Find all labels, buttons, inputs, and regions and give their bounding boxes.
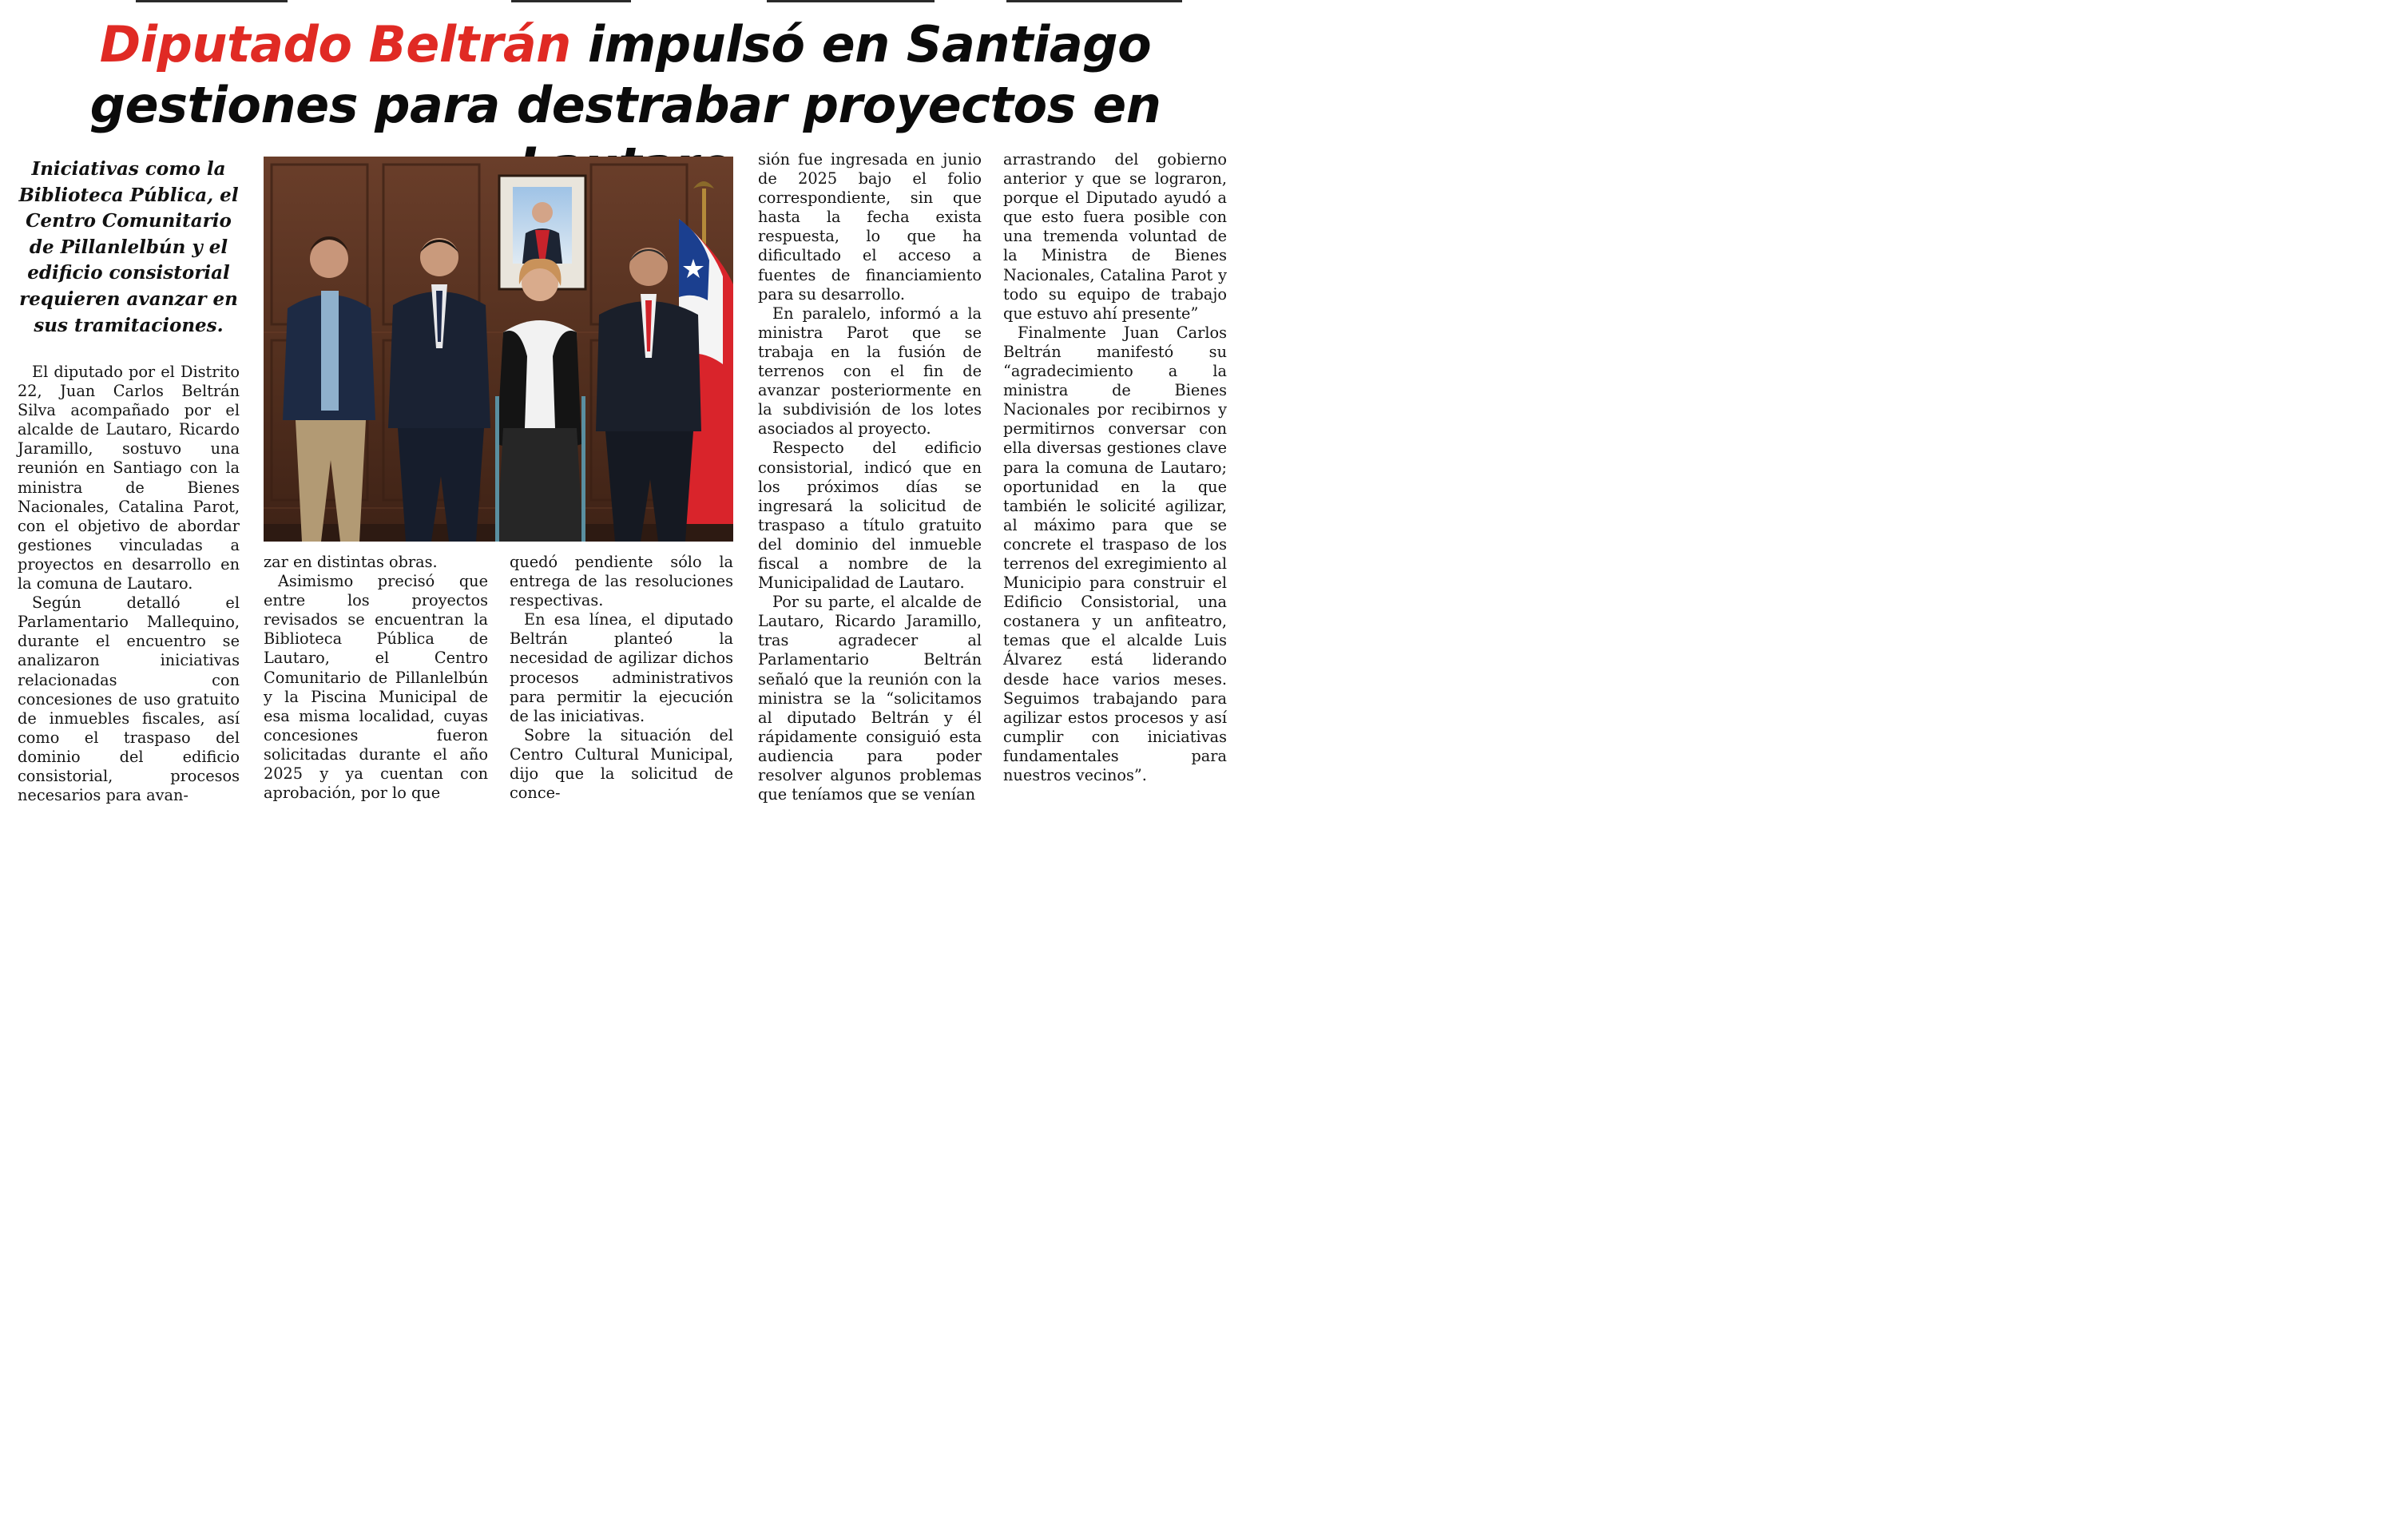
column-2	[264, 553, 488, 803]
group-photo	[264, 157, 733, 542]
paragraph: Respecto del edificio consistorial, indicó que en los próximos días se ingresará la solicitud de traspaso a título gratuito del dominio del inmueble fiscal a nombre de la Municipalidad de Lautaro.	[758, 439, 982, 593]
column-3	[510, 553, 733, 803]
paragraph: Por su parte, el alcalde de Lautaro, Ricardo Jaramillo, tras agradecer al Parlamentario Beltrán señaló que la reunión con la ministra se la “solicitamos al diputado Beltrán y él rápidamente consiguió esta audiencia para poder resolver algunos problemas que teníamos que se venían	[758, 593, 982, 804]
paragraph-continued: zar en distintas obras.	[264, 553, 438, 571]
paragraph-continued: sión fue ingresada en junio de 2025 bajo el folio correspondiente, sin que hasta la fecha exista respuesta, lo que ha dificultado el acceso a fuentes de financiamiento para su desarrollo.	[758, 150, 982, 304]
headline-line2: gestiones para destrabar proyectos en	[89, 76, 1161, 134]
headline-red-part: Diputado Beltrán	[99, 15, 571, 73]
paragraph: En paralelo, informó a la ministra Parot que se trabaja en la fusión de terrenos con el fin de avanzar posteriormente en la subdivisión de los lotes asociados al proyecto.	[758, 304, 982, 439]
paragraph: En esa línea, el diputado Beltrán planteó la necesidad de agilizar dichos procesos administrativos para permitir la ejecución de las iniciativas.	[510, 610, 733, 725]
lede: Iniciativas como la Biblioteca Pública, el Centro Comunitario de Pillanlelbún y el edificio consistorial requieren avanzar en sus tramitaciones.	[18, 158, 239, 336]
paragraph: Finalmente Juan Carlos Beltrán manifestó su “agradecimiento a la ministra de Bienes Nacionales por recibirnos y permitirnos conversar con ella diversas gestiones clave para la comuna de Lautaro; oportunidad en la que también le solicité agilizar, al máximo para que se concrete el traspaso de los terrenos del exregimiento al Municipio para construir el Edificio Consistorial, una costanera y un anfiteatro, temas que el alcalde Luis Álvarez está liderando desde hace varios meses. Seguimos trabajando para agilizar estos procesos y así cumplir con iniciativas fundamentales para nuestros vecinos”.	[1003, 323, 1227, 784]
group-photo-icon	[264, 157, 733, 542]
paragraph-continued: arrastrando del gobierno anterior y que se lograron, porque el Diputado ayudó a que esto fuera posible con una tremenda voluntad de la Ministra de Bienes Nacionales, Catalina Parot y todo su equipo de trabajo que estuvo ahí presente”	[1003, 150, 1227, 323]
column-1	[18, 363, 240, 805]
paragraph: El diputado por el Distrito 22, Juan Carlos Beltrán Silva acompañado por el alcalde de Lautaro, Ricardo Jaramillo, sostuvo una reunión en Santiago con la ministra de Bienes Nacionales, Catalina Parot, con el objetivo de abordar gestiones vinculadas a proyectos en desarrollo en la comuna de Lautaro.	[18, 363, 240, 593]
paragraph-continued: quedó pendiente sólo la entrega de las resoluciones respectivas.	[510, 553, 733, 610]
column-4	[758, 150, 982, 804]
column-5	[1003, 150, 1227, 785]
top-cropped-text-strip	[0, 0, 1246, 5]
headline-rest-line1: impulsó en Santiago	[570, 15, 1152, 73]
paragraph: Según detalló el Parlamentario Mallequino, durante el encuentro se analizaron iniciativas relacionadas con concesiones de uso gratuito de inmuebles fiscales, así como el traspaso del dominio del edificio consistorial, procesos necesarios para avan-	[18, 593, 240, 805]
paragraph: Sobre la situación del Centro Cultural Municipal, dijo que la solicitud de conce-	[510, 725, 733, 803]
paragraph: Asimismo precisó que entre los proyectos revisados se encuentran la Biblioteca Pública de Lautaro, el Centro Comunitario de Pillanlelbún y la Piscina Municipal de esa misma localidad, cuyas concesiones fueron solicitadas durante el año 2025 y ya cuentan con aprobación, por lo que	[264, 572, 488, 803]
